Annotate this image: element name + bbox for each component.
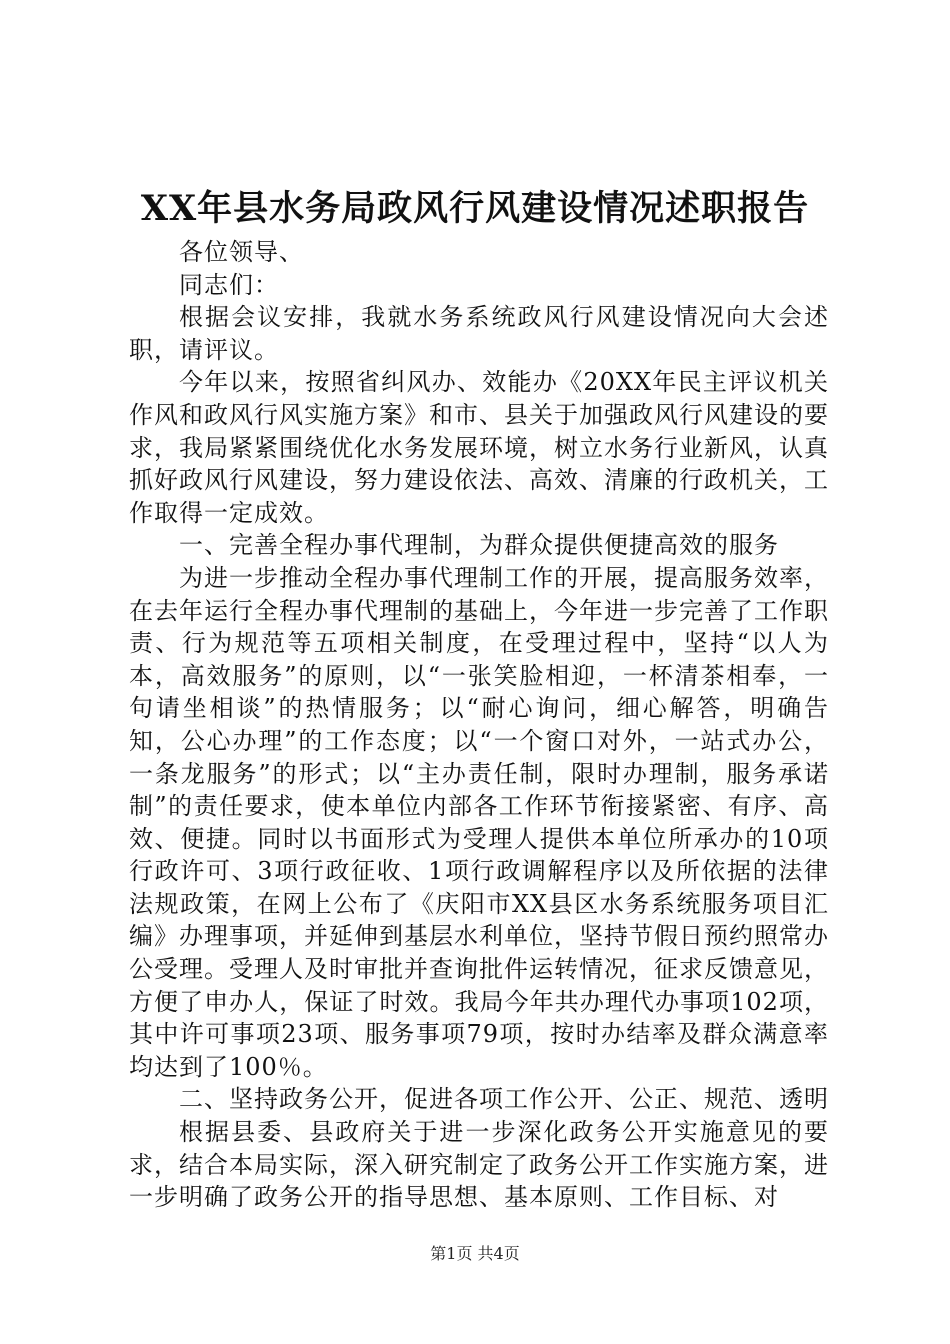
page-footer: 第1页 共4页 xyxy=(430,1244,520,1263)
paragraph-section-2: 根据县委、县政府关于进一步深化政务公开实施意见的要求，结合本局实际，深入研究制定了政务公开工作实施方案，进一步明确了政务公开的指导思想、基本原则、工作目标、对 xyxy=(129,1118,829,1212)
paragraph-salutation-1: 各位领导、 xyxy=(179,238,304,266)
paragraph-section-1: 为进一步推动全程办事代理制工作的开展，提高服务效率，在去年运行全程办事代理制的基础上，今年进一步完善了工作职责、行为规范等五项相关制度，在受理过程中，坚持“以人为本，高效服务”的原则，以“一张笑脸相迎，一杯清茶相奉，一句请坐相谈”的热情服务；以“耐心询问，细心解答，明确告知，公心办理”的工作态度；以“一个窗口对外，一站式办公，一条龙服务”的形式；以“主办责任制，限时办理制，服务承诺制”的责任要求，使本单位内部各工作环节衔接紧密、有序、高效、便捷。同时以书面形式为受理人提供本单位所承办的10项行政许可、3项行政征收、1项行政调解程序以及所依据的法律法规政策，在网上公布了《庆阳市XX县区水务系统服务项目汇编》办理事项，并延伸到基层水利单位，坚持节假日预约照常办公受理。受理人及时审批并查询批件运转情况，征求反馈意见，方便了申办人，保证了时效。我局今年共办理代办事项102项，其中许可事项23项、服务事项79项，按时办结率及群众满意率均达到了100％。 xyxy=(129,563,829,1081)
document-title: XX年县水务局政风行风建设情况述职报告 xyxy=(140,188,810,229)
paragraph-salutation-2: 同志们： xyxy=(179,270,279,299)
section-heading-1: 一、完善全程办事代理制，为群众提供便捷高效的服务 xyxy=(179,531,779,560)
section-heading-2: 二、坚持政务公开，促进各项工作公开、公正、规范、透明 xyxy=(179,1085,829,1114)
paragraph-overview: 今年以来，按照省纠风办、效能办《20XX年民主评议机关作风和政风行风实施方案》和市、县关于加强政风行风建设的要求，我局紧紧围绕优化水务发展环境，树立水务行业新风，认真抓好政风行风建设，努力建设依法、高效、清廉的行政机关，工作取得一定成效。 xyxy=(129,368,829,527)
paragraph-intro: 根据会议安排，我就水务系统政风行风建设情况向大会述职，请评议。 xyxy=(129,303,829,364)
document-body xyxy=(129,236,829,1214)
